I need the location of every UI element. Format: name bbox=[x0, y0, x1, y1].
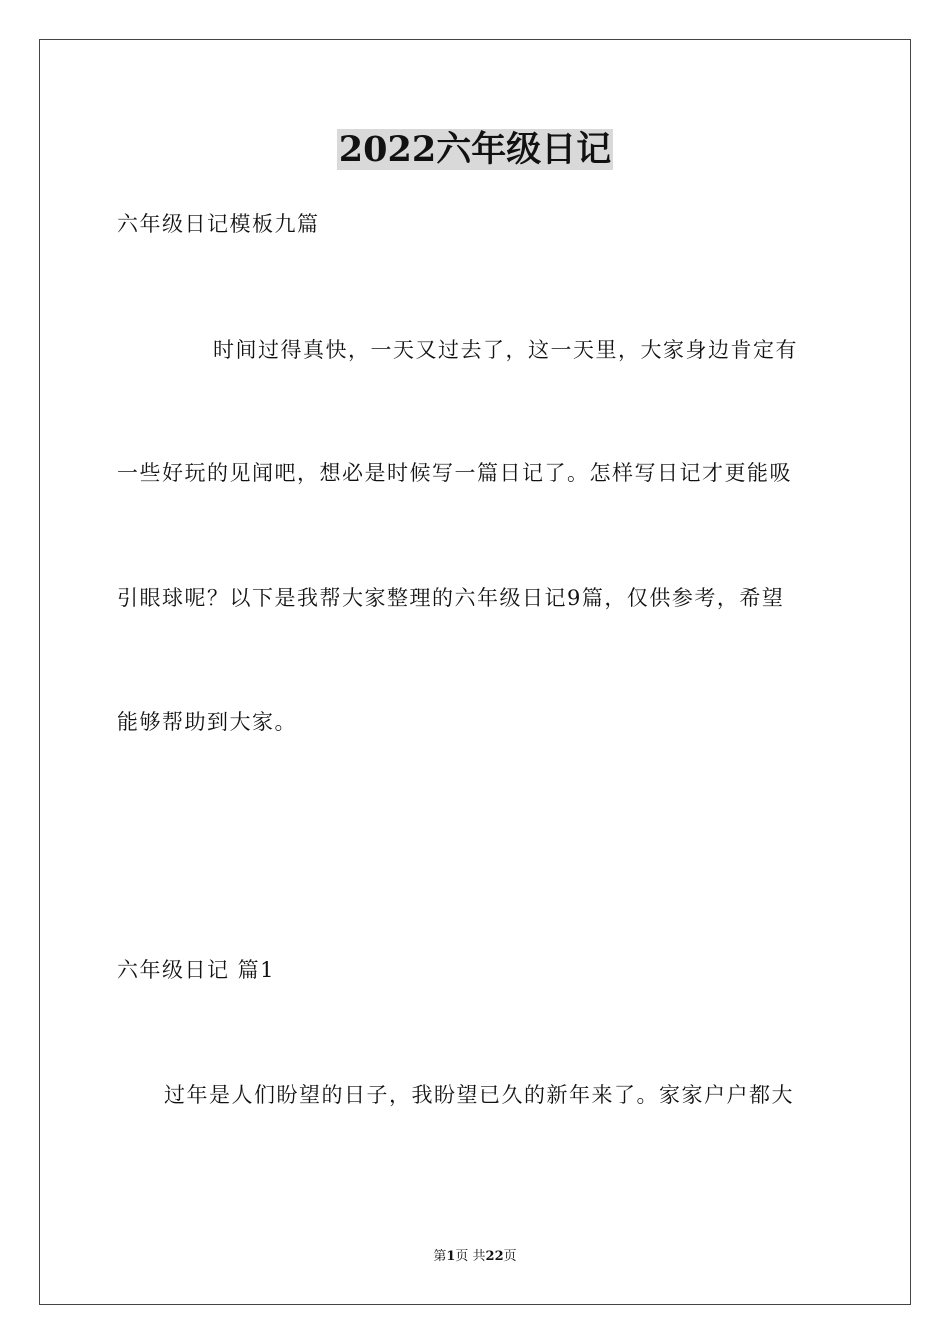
intro-line: 引眼球呢？以下是我帮大家整理的六年级日记9篇，仅供参考，希望 bbox=[117, 586, 785, 610]
footer-page-prefix: 第 bbox=[433, 1249, 447, 1264]
footer-page-middle: 页 共 bbox=[455, 1249, 486, 1264]
intro-line: 时间过得真快，一天又过去了，这一天里，大家身边肯定有 bbox=[213, 338, 798, 362]
footer-total-pages: 22 bbox=[485, 1249, 504, 1264]
section-line: 过年是人们盼望的日子，我盼望已久的新年来了。家家户户都大 bbox=[164, 1083, 794, 1107]
intro-line: 能够帮助到大家。 bbox=[117, 710, 297, 734]
section-heading: 六年级日记 篇1 bbox=[117, 958, 276, 982]
footer-page-suffix: 页 bbox=[503, 1249, 517, 1264]
page-footer bbox=[0, 1248, 950, 1266]
intro-line: 一些好玩的见闻吧，想必是时候写一篇日记了。怎样写日记才更能吸 bbox=[117, 461, 792, 485]
footer-page-number: 1 bbox=[446, 1249, 456, 1264]
document-title-text: 2022六年级日记 bbox=[338, 129, 612, 170]
document-title bbox=[0, 127, 950, 173]
document-subtitle: 六年级日记模板九篇 bbox=[117, 212, 320, 236]
